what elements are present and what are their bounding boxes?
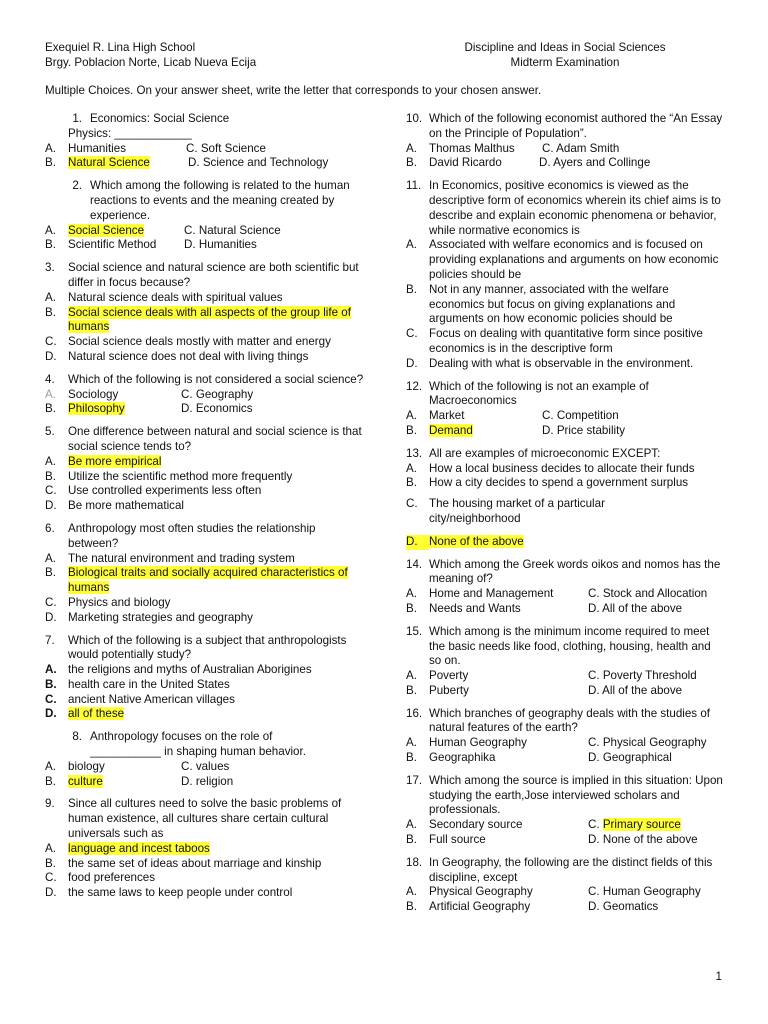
question-number: 2.: [72, 179, 82, 193]
option-letter: D.: [406, 535, 429, 550]
question-number: 7.: [45, 633, 55, 647]
option-letter: B.: [406, 282, 417, 296]
page-number: 1: [715, 970, 722, 983]
instructions: Multiple Choices. On your answer sheet, write the letter that corresponds to your chosen answer.: [45, 84, 542, 97]
option-letter: A.: [45, 841, 56, 855]
option-c: C. Competition: [542, 409, 619, 423]
option-letter: C.: [45, 871, 57, 885]
school-address: Brgy. Poblacion Norte, Licab Nueva Ecija: [45, 56, 257, 69]
question-1: [45, 112, 367, 171]
option-letter: A.: [406, 736, 417, 750]
option-d: Marketing strategies and geography: [68, 610, 253, 624]
right-column: [406, 112, 724, 923]
question-number: 9.: [45, 797, 55, 811]
option-letter: B.: [45, 856, 56, 870]
question-text: Which among the source is implied in this situation: Upon studying the earth,Jose interviewed scholars and professionals.: [429, 773, 723, 817]
question-number: 12.: [406, 379, 423, 393]
option-letter: B.: [406, 476, 417, 490]
question-8: [45, 730, 367, 789]
question-text: Which among the following is related to the human reactions to events and the meaning created by experience.: [90, 179, 350, 222]
option-c: C. Physical Geography: [588, 736, 707, 750]
option-c: Social science deals mostly with matter and energy: [68, 335, 331, 349]
option-letter: A.: [45, 290, 56, 304]
option-letter: B.: [45, 402, 56, 416]
option-b: Geographika: [429, 751, 496, 765]
exam-title: Midterm Examination: [510, 56, 620, 69]
question-text: Anthropology focuses on the role of: [90, 730, 273, 744]
question-text: Which among the Greek words oikos and nomos has the meaning of?: [429, 557, 721, 586]
option-a: biology: [68, 759, 105, 773]
question-text: In Economics, positive economics is viewed as the descriptive form of economics wherein its chief aims is to describe and explain economic phenomena or behavior, while normative economics is: [429, 179, 721, 237]
option-letter: A.: [406, 409, 417, 423]
option-a-answer: language and incest taboos: [68, 841, 210, 855]
option-letter: D.: [45, 610, 57, 624]
question-number: 13.: [406, 446, 423, 460]
question-16: [406, 707, 724, 766]
option-letter: B.: [406, 683, 417, 697]
school-name: Exequiel R. Lina High School: [45, 41, 196, 54]
option-letter: A.: [406, 669, 417, 683]
question-text: Which of the following is not an example of Macroeconomics: [429, 379, 649, 408]
option-a: Sociology: [68, 387, 119, 401]
question-text-line: ___________ in shaping human behavior.: [90, 745, 306, 759]
option-d-answer: None of the above: [429, 534, 524, 548]
option-letter: C.: [45, 335, 57, 349]
question-text: One difference between natural and social science is that social science tends to?: [68, 425, 362, 453]
option-a: How a local business decides to allocate their funds: [429, 461, 695, 475]
question-4: [45, 373, 367, 417]
option-letter: B.: [406, 751, 417, 765]
option-letter: A.: [45, 551, 56, 565]
option-a: Home and Management: [429, 587, 554, 601]
option-d: the same laws to keep people under control: [68, 886, 293, 900]
question-9: [45, 797, 367, 901]
option-a: Human Geography: [429, 736, 527, 750]
question-14: [406, 558, 724, 617]
option-letter: B.: [406, 601, 417, 615]
option-a: Natural science deals with spiritual values: [68, 290, 283, 304]
option-b-answer: culture: [68, 774, 103, 788]
question-5: [45, 425, 367, 514]
left-column: [45, 112, 367, 909]
question-number: 6.: [45, 521, 55, 535]
question-10: [406, 112, 724, 171]
option-letter: A.: [406, 461, 417, 475]
question-text: Economics: Social Science: [90, 112, 230, 125]
option-b-answer: Demand: [429, 423, 473, 437]
question-number: 5.: [45, 425, 55, 439]
option-c: Use controlled experiments less often: [68, 484, 262, 498]
option-letter: A.: [45, 223, 56, 237]
option-c: C. values: [181, 759, 230, 773]
option-a: Market: [429, 409, 465, 423]
option-a: Thomas Malthus: [429, 141, 515, 155]
option-d: Dealing with what is observable in the environment.: [429, 356, 694, 370]
option-b: Full source: [429, 833, 486, 847]
option-letter: C.: [45, 692, 57, 706]
option-a: the religions and myths of Australian Aborigines: [68, 663, 312, 677]
option-d: D. Humanities: [184, 238, 257, 252]
option-letter: A.: [406, 818, 417, 832]
option-letter: A.: [406, 885, 417, 899]
question-number: 11.: [406, 179, 422, 193]
option-b-answer: Natural Science: [68, 156, 150, 170]
question-6: [45, 522, 367, 626]
option-letter: A.: [406, 141, 417, 155]
option-c: Physics and biology: [68, 595, 171, 609]
question-text: Since all cultures need to solve the basic problems of human existence, all cultures share certain cultural universals such as: [68, 797, 342, 841]
question-number: 4.: [45, 372, 55, 386]
option-d: D. None of the above: [588, 833, 698, 847]
option-letter: A.: [45, 141, 56, 155]
option-c: C. Geography: [181, 387, 254, 401]
option-c: ancient Native American villages: [68, 692, 235, 706]
option-letter: D.: [45, 499, 57, 513]
option-d: D. religion: [181, 774, 234, 788]
option-a: Secondary source: [429, 818, 523, 832]
option-a: Humanities: [68, 141, 126, 155]
option-letter: B.: [45, 566, 56, 580]
question-text: Which of the following is not considered a social science?: [68, 372, 364, 386]
option-b: Utilize the scientific method more frequently: [68, 469, 293, 483]
question-number: 3.: [45, 261, 55, 275]
option-d: D. Science and Technology: [188, 156, 329, 170]
question-7: [45, 634, 367, 723]
option-c: C. Soft Science: [186, 141, 266, 155]
option-letter: A.: [406, 238, 417, 252]
option-letter: C.: [45, 595, 57, 609]
option-a-answer: Social Science: [68, 223, 145, 237]
option-letter: A.: [406, 587, 417, 601]
option-a: Poverty: [429, 669, 469, 683]
option-letter: A.: [45, 454, 56, 468]
option-a: Physical Geography: [429, 885, 533, 899]
question-text: In Geography, the following are the distinct fields of this discipline, except: [429, 855, 713, 884]
option-b-answer: Biological traits and socially acquired characteristics of humans: [68, 566, 348, 595]
option-b: the same set of ideas about marriage and kinship: [68, 856, 322, 870]
option-c: C. Stock and Allocation: [588, 587, 708, 601]
option-c-letter: C.: [588, 818, 603, 832]
option-c: The housing market of a particular city/neighborhood: [429, 497, 605, 525]
option-c: C. Adam Smith: [542, 141, 620, 155]
question-13: [406, 447, 724, 550]
option-letter: D.: [45, 707, 57, 721]
subject-title: Discipline and Ideas in Social Sciences: [464, 41, 666, 54]
option-b: Artificial Geography: [429, 900, 531, 914]
option-c: food preferences: [68, 871, 156, 885]
question-number: 16.: [406, 706, 423, 720]
option-b: Not in any manner, associated with the welfare economics but focus on giving explanations and arguments on how economic policies should be: [429, 282, 676, 326]
option-a: The natural environment and trading system: [68, 551, 295, 565]
option-c: Focus on dealing with quantitative form since positive economics is in the descriptive form: [429, 327, 703, 355]
question-17: [406, 774, 724, 848]
option-c: C. Human Geography: [588, 885, 701, 899]
option-d: Natural science does not deal with living things: [68, 349, 309, 363]
option-b-answer: Social science deals with all aspects of the group life of humans: [68, 305, 351, 334]
option-d: D. Price stability: [542, 423, 626, 437]
question-3: [45, 261, 367, 365]
option-letter: B.: [45, 156, 56, 170]
option-letter: B.: [45, 305, 56, 319]
option-letter: B.: [406, 423, 417, 437]
question-number: 8.: [72, 730, 82, 744]
option-letter: D.: [45, 349, 57, 363]
question-number: 10.: [406, 112, 423, 125]
option-b: health care in the United States: [68, 677, 230, 691]
option-d: D. All of the above: [588, 601, 683, 615]
school-header: [45, 40, 256, 70]
option-d: D. Geographical: [588, 751, 672, 765]
option-b: Needs and Wants: [429, 601, 521, 615]
option-a-answer: Be more empirical: [68, 454, 162, 468]
question-18: [406, 856, 724, 915]
option-d: D. Economics: [181, 402, 253, 416]
question-text: Social science and natural science are both scientific but differ in focus because?: [68, 261, 359, 289]
option-letter: B.: [45, 469, 56, 483]
option-letter: D.: [45, 886, 57, 900]
question-number: 14.: [406, 557, 423, 571]
question-text: Anthropology most often studies the relationship between?: [68, 521, 316, 550]
option-c-answer: Primary source: [602, 818, 681, 832]
option-c: C. Natural Science: [184, 223, 281, 237]
option-letter: C.: [406, 327, 418, 341]
exam-header: [430, 40, 700, 70]
option-letter: B.: [406, 833, 417, 847]
option-d: Be more mathematical: [68, 499, 184, 513]
question-text: Which branches of geography deals with the studies of natural features of the earth?: [429, 706, 710, 735]
question-number: 15.: [406, 624, 423, 638]
question-number: 17.: [406, 773, 423, 787]
option-d: D. Geomatics: [588, 900, 659, 914]
option-b: How a city decides to spend a government surplus: [429, 476, 689, 490]
option-a: Associated with welfare economics and is focused on providing explanations and arguments on how economic policies should be: [429, 238, 719, 281]
question-11: [406, 179, 724, 371]
option-letter: A.: [45, 759, 56, 773]
question-12: [406, 380, 724, 439]
option-letter: B.: [45, 774, 56, 788]
option-letter: C.: [406, 497, 418, 511]
question-text: Which of the following economist authored the “An Essay on the Principle of Population”.: [429, 112, 723, 140]
question-15: [406, 625, 724, 699]
option-d: D. Ayers and Collinge: [539, 156, 651, 170]
option-b: Puberty: [429, 683, 469, 697]
option-letter: D.: [406, 356, 418, 370]
option-d-answer: all of these: [68, 707, 125, 721]
question-text: Which among is the minimum income required to meet the basic needs like food, clothing, housing, health and so on.: [429, 624, 711, 668]
option-letter: B.: [45, 238, 56, 252]
option-c: C. Poverty Threshold: [588, 669, 697, 683]
option-d: D. All of the above: [588, 683, 683, 697]
question-number: 1.: [72, 112, 82, 125]
option-b: David Ricardo: [429, 156, 502, 170]
option-b: Scientific Method: [68, 238, 157, 252]
question-number: 18.: [406, 855, 423, 869]
option-letter: B.: [406, 156, 417, 170]
question-text: All are examples of microeconomic EXCEPT:: [429, 446, 661, 460]
option-letter: C.: [45, 484, 57, 498]
option-letter: B.: [406, 900, 417, 914]
option-letter: B.: [45, 677, 57, 691]
question-2: [45, 179, 367, 253]
question-text: Which of the following is a subject that anthropologists would potentially study?: [68, 633, 347, 662]
option-letter: A.: [45, 387, 56, 401]
question-text-line: Physics: ____________: [68, 126, 192, 140]
option-letter: A.: [45, 663, 57, 677]
option-b-answer: Philosophy: [68, 402, 125, 416]
